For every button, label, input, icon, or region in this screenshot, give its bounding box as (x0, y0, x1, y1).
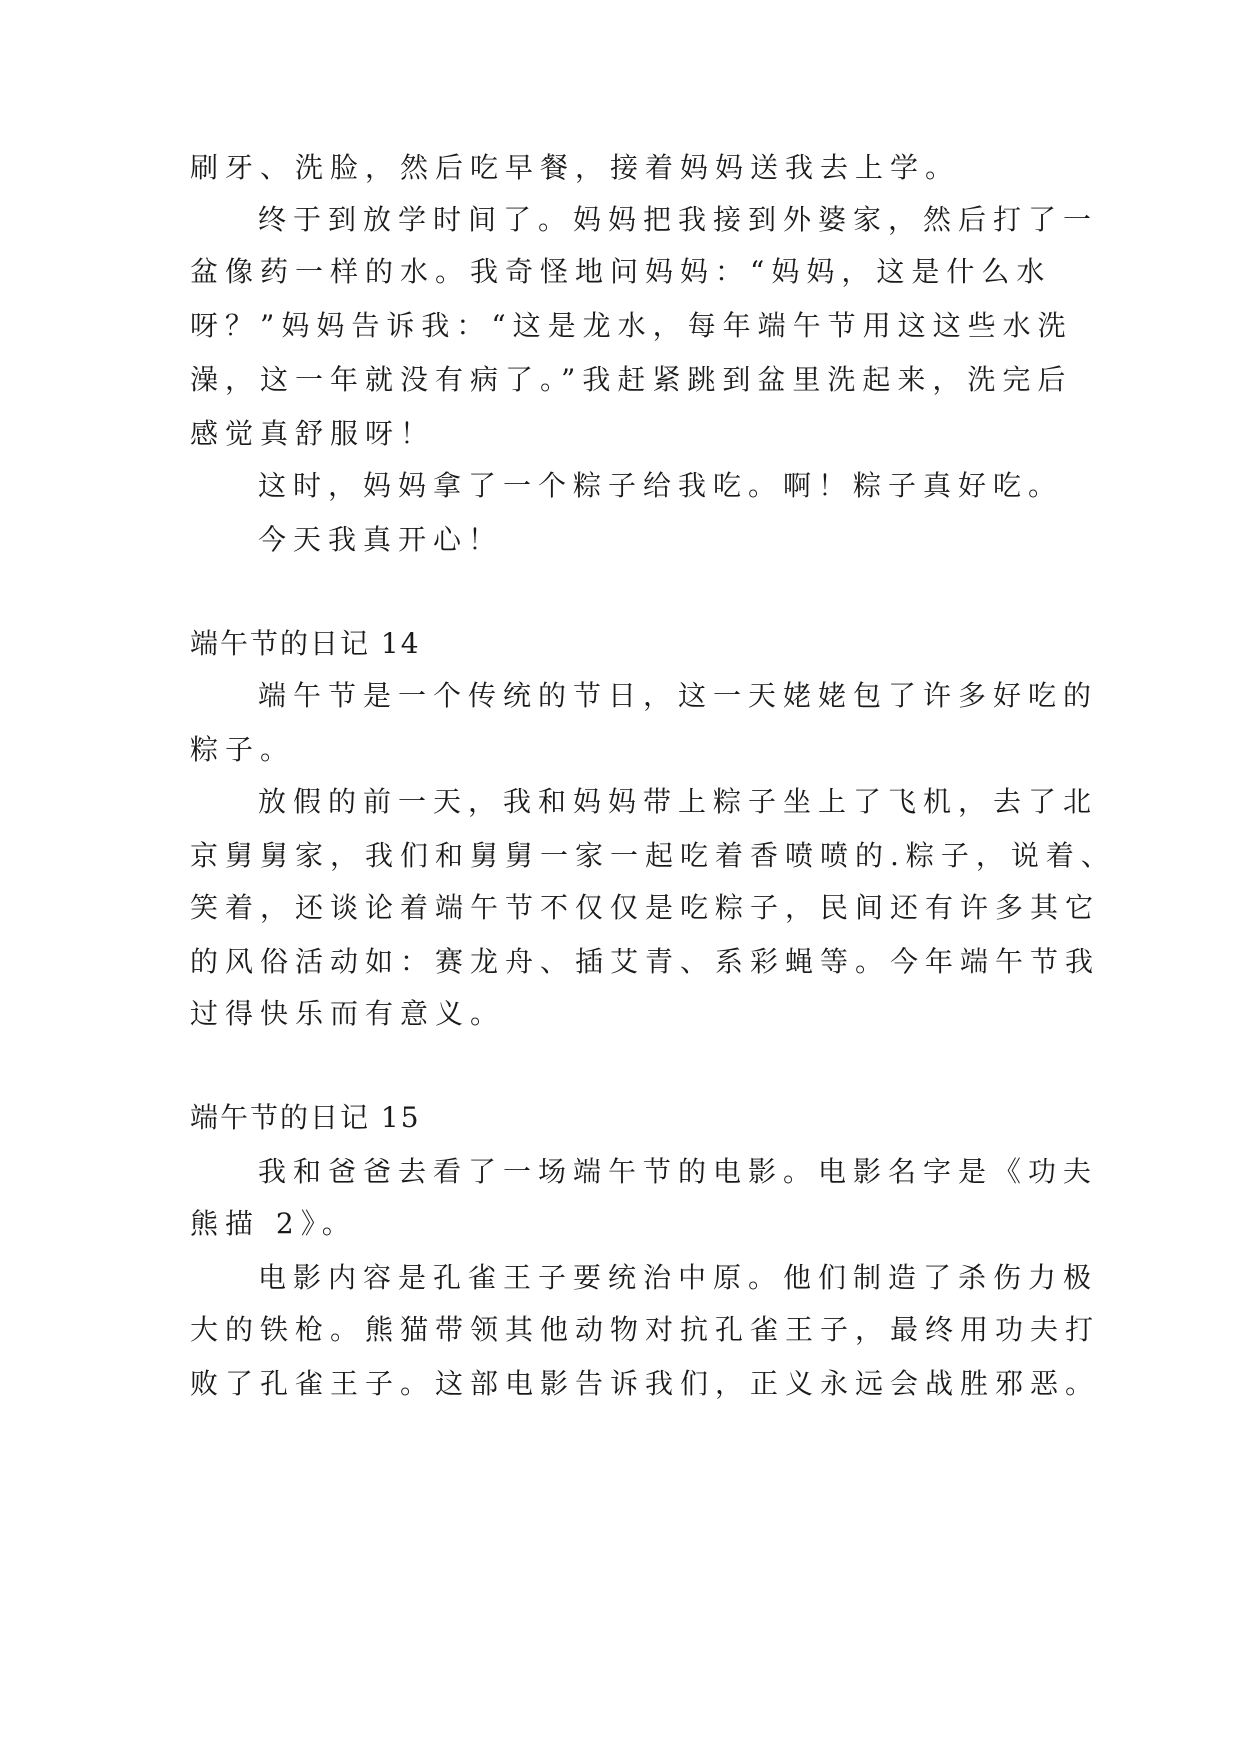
text-line: 笑着，还谈论着端午节不仅仅是吃粽子，民间还有许多其它 (190, 891, 1101, 924)
text-line: 过得快乐而有意义。 (190, 997, 506, 1030)
text-line: 端午节是一个传统的节日，这一天姥姥包了许多好吃的 (258, 679, 1099, 712)
text-line: 终于到放学时间了。妈妈把我接到外婆家，然后打了一 (258, 203, 1099, 236)
text-line: 感觉真舒服呀！ (190, 417, 436, 450)
text-line: 今天我真开心！ (258, 523, 504, 556)
text-line: 京舅舅家，我们和舅舅一家一起吃着香喷喷的.粽子，说着、 (190, 839, 1116, 872)
text-line: 放假的前一天，我和妈妈带上粽子坐上了飞机，去了北 (258, 785, 1099, 818)
text-line: 电影内容是孔雀王子要统治中原。他们制造了杀伤力极 (258, 1261, 1099, 1294)
text-line: 粽子。 (190, 733, 296, 766)
section-heading: 端午节的日记 15 (190, 1101, 421, 1134)
text-line: 这时，妈妈拿了一个粽子给我吃。啊！粽子真好吃。 (258, 469, 1064, 502)
text-line: 的风俗活动如：赛龙舟、插艾青、系彩蝇等。今年端午节我 (190, 945, 1101, 978)
text-line: 盆像药一样的水。我奇怪地问妈妈：“妈妈，这是什么水 (190, 255, 1052, 288)
text-line: 刷牙、洗脸，然后吃早餐，接着妈妈送我去上学。 (190, 151, 961, 184)
text-line: 澡，这一年就没有病了。”我赶紧跳到盆里洗起来，洗完后 (190, 363, 1073, 396)
text-line: 大的铁枪。熊猫带领其他动物对抗孔雀王子，最终用功夫打 (190, 1313, 1101, 1346)
section-heading: 端午节的日记 14 (190, 627, 421, 660)
text-line: 我和爸爸去看了一场端午节的电影。电影名字是《功夫 (258, 1155, 1099, 1188)
text-line: 呀？”妈妈告诉我：“这是龙水，每年端午节用这这些水洗 (190, 309, 1073, 342)
text-line: 熊描 2》。 (190, 1207, 357, 1240)
text-line: 败了孔雀王子。这部电影告诉我们，正义永远会战胜邪恶。 (190, 1367, 1101, 1400)
